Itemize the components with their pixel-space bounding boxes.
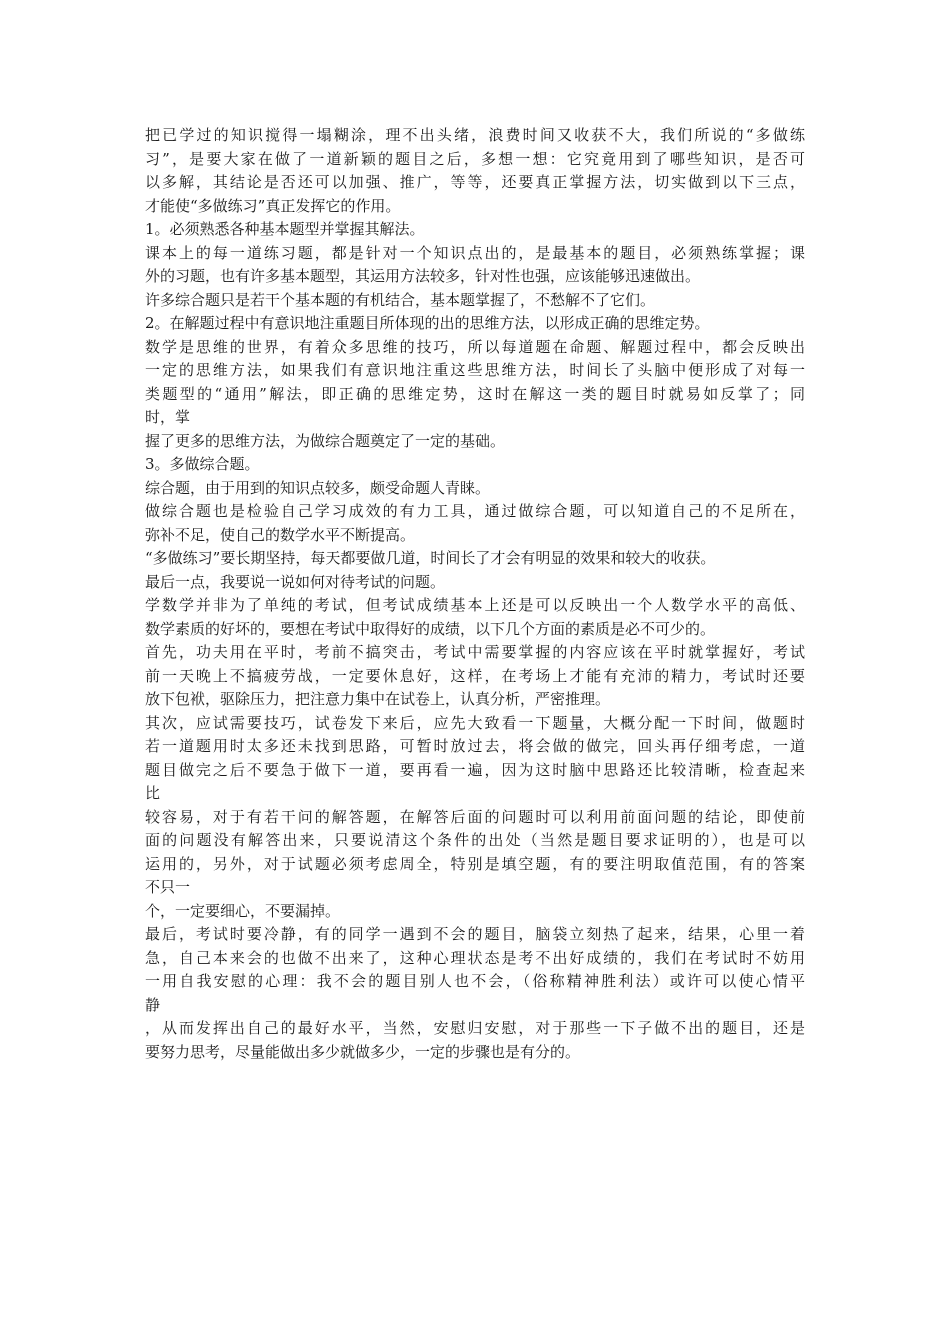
text-line: 面的问题没有解答出来，只要说清这个条件的出处（当然是题目要求证明的），也是可以 [145,831,805,849]
text-line: 许多综合题只是若干个基本题的有机结合，基本题掌握了，不愁解不了它们。 [145,290,656,309]
text-line: 不只一 [145,878,191,896]
text-line: 数学素质的好坏的，要想在考试中取得好的成绩，以下几个方面的素质是必不可少的。 [145,619,716,638]
text-line: 类题型的“通用”解法，即正确的思维定势，这时在解这一类的题目时就易如反掌了；同 [145,384,805,403]
text-line: 比 [145,784,161,802]
text-line: 首先，功夫用在平时，考前不搞突击，考试中需要掌握的内容应该在平时就掌握好，考试 [145,643,805,661]
text-line: 2。在解题过程中有意识地注重题目所体现的出的思维方法，以形成正确的思维定势。 [145,314,710,332]
text-line: 习”，是要大家在做了一道新颖的题目之后，多想一想：它究竟用到了哪些知识，是否可 [145,149,805,168]
text-line: 若一道题用时太多还未找到思路，可暂时放过去，将会做的做完，回头再仔细考虑，一道 [145,737,805,755]
text-line: 以多解，其结论是否还可以加强、推广，等等，还要真正掌握方法，切实做到以下三点， [145,173,805,191]
text-line: 一定的思维方法，如果我们有意识地注重这些思维方法，时间长了头脑中便形成了对每一 [145,361,805,379]
text-line: 题目做完之后不要急于做下一道，要再看一遍，因为这时脑中思路还比较清晰，检查起来 [145,760,805,779]
text-line: 弥补不足，使自己的数学水平不断提高。 [145,525,416,544]
text-line: 做综合题也是检验自己学习成效的有力工具，通过做综合题，可以知道自己的不足所在， [145,502,805,520]
text-line: 3。多做综合题。 [145,455,260,473]
text-line: 把已学过的知识搅得一塌糊涂，理不出头绪，浪费时间又收获不大，我们所说的“多做练 [145,126,805,144]
text-line: 前一天晚上不搞疲劳战，一定要休息好，这样，在考场上才能有充沛的精力，考试时还要 [145,666,805,685]
document-body [145,124,805,1064]
text-line: 握了更多的思维方法，为做综合题奠定了一定的基础。 [145,431,506,450]
text-line: 个，一定要细心，不要漏掉。 [145,901,341,920]
text-line: 数学是思维的世界，有着众多思维的技巧，所以每道题在命题、解题过程中，都会反映出 [145,337,805,356]
text-line: 其次，应试需要技巧，试卷发下来后，应先大致看一下题量，大概分配一下时间，做题时 [145,713,805,732]
text-line: 课本上的每一道练习题，都是针对一个知识点出的，是最基本的题目，必须熟练掌握；课 [145,243,805,262]
text-line: 最后，考试时要冷静，有的同学一遇到不会的题目，脑袋立刻热了起来，结果，心里一着 [145,925,805,943]
text-line: 综合题，由于用到的知识点较多，颇受命题人青睐。 [145,478,491,497]
text-line: 运用的，另外，对于试题必须考虑周全，特别是填空题，有的要注明取值范围，有的答案 [145,854,805,873]
text-line: 外的习题，也有许多基本题型，其运用方法较多，针对性也强，应该能够迅速做出。 [145,267,701,285]
text-line: 才能使“多做练习”真正发挥它的作用。 [145,196,401,215]
text-line: 最后一点，我要说一说如何对待考试的问题。 [145,572,446,591]
text-line: “多做练习”要长期坚持，每天都要做几道，时间长了才会有明显的效果和较大的收获。 [145,549,716,567]
text-line: 1。必须熟悉各种基本题型并掌握其解法。 [145,220,425,238]
text-line: 较容易，对于有若干问的解答题，在解答后面的问题时可以利用前面问题的结论，即使前 [145,807,805,826]
text-line: 一用自我安慰的心理：我不会的题目别人也不会，（俗称精神胜利法）或许可以使心情平 [145,972,805,990]
text-line: 静 [145,995,161,1014]
text-line: 要努力思考，尽量能做出多少就做多少，一定的步骤也是有分的。 [145,1042,581,1061]
text-line: 时，掌 [145,408,191,426]
text-line: ，从而发挥出自己的最好水平，当然，安慰归安慰，对于那些一下子做不出的题目，还是 [145,1019,805,1037]
text-line: 学数学并非为了单纯的考试，但考试成绩基本上还是可以反映出一个人数学水平的高低、 [145,596,805,614]
text-line: 急，自己本来会的也做不出来了，这种心理状态是考不出好成绩的，我们在考试时不妨用 [145,948,805,967]
text-line: 放下包袱，驱除压力，把注意力集中在试卷上，认真分析，严密推理。 [145,690,611,708]
